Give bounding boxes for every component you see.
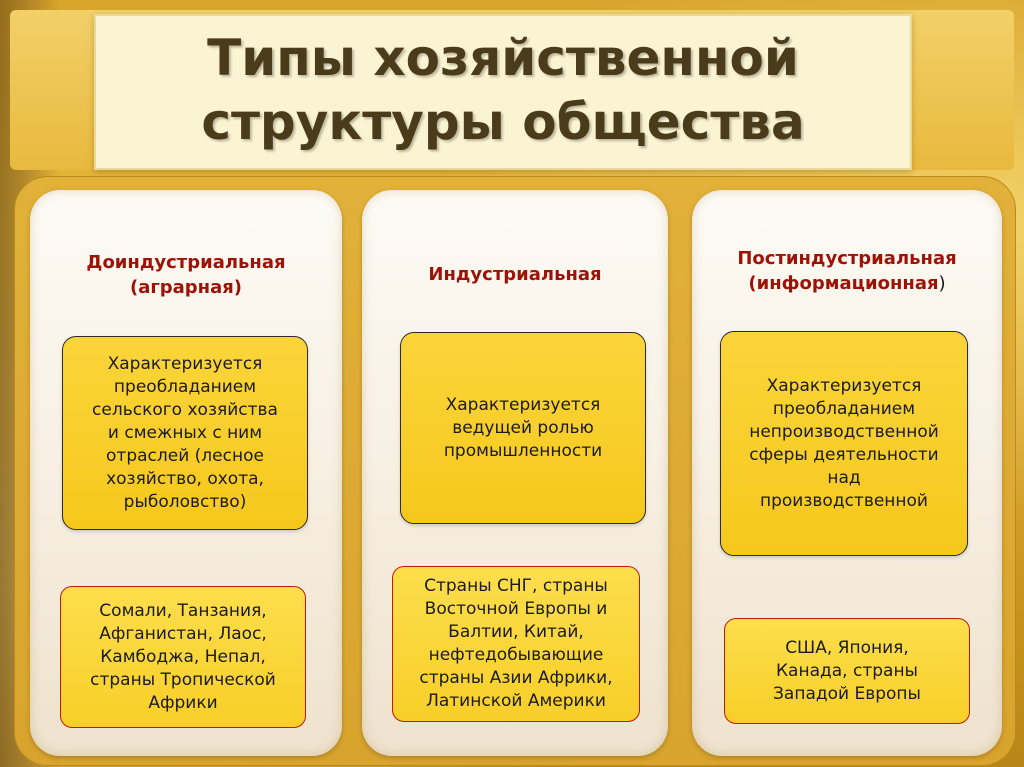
description-text: Характеризуется преобладанием непроизводственной сферы деятельности над производственной (749, 375, 939, 511)
description-box (720, 331, 968, 556)
column-postindustrial (692, 190, 1002, 756)
countries-text: Страны СНГ, страны Восточной Европы и Балтии, Китай, нефтедобывающие страны Азии Африки, Латинской Америки (419, 576, 613, 711)
description-text: Характеризуется преобладанием сельского хозяйства и смежных с ним отраслей (лесное хозяйство, охота, рыболовство) (92, 353, 278, 512)
column-preindustrial (30, 190, 342, 756)
description-box (62, 336, 308, 530)
column-heading (692, 246, 1002, 296)
page-title: Типы хозяйственной структуры общества (201, 29, 805, 151)
countries-box (60, 586, 306, 728)
column-heading-closing: ) (938, 273, 946, 294)
column-heading: Доиндустриальная (аграрная) (86, 252, 286, 298)
countries-text: США, Япония, Канада, страны Западой Европы (773, 637, 921, 704)
column-industrial (362, 190, 668, 756)
title-box (94, 14, 912, 170)
countries-text: Сомали, Танзания, Афганистан, Лаос, Камбоджа, Непал, страны Тропической Африки (90, 600, 276, 713)
description-box (400, 332, 646, 524)
column-heading-text: Постиндустриальная (информационная (737, 248, 957, 294)
column-heading: Индустриальная (428, 264, 602, 285)
countries-box (392, 566, 640, 722)
description-text: Характеризуется ведущей ролью промышленности (443, 394, 603, 461)
countries-box (724, 618, 970, 724)
